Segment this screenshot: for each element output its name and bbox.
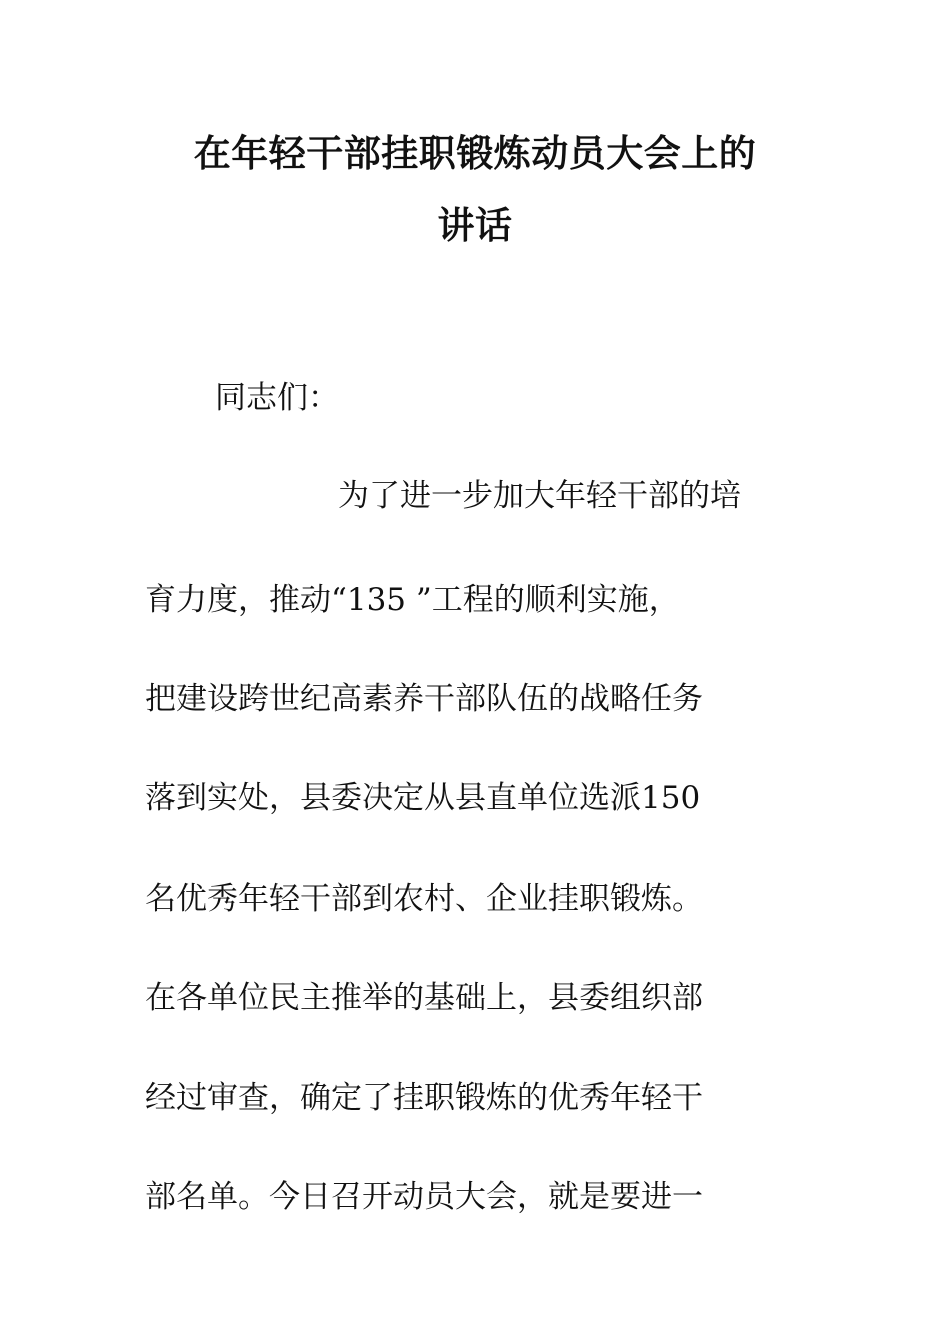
body-line-4: 落到实处，县委决定从县直单位选派150	[145, 780, 701, 816]
body-line-6: 在各单位民主推举的基础上，县委组织部	[145, 980, 703, 1016]
salutation: 同志们：	[215, 380, 339, 416]
document-title-line-2: 讲话	[437, 204, 513, 247]
body-line-7: 经过审查，确定了挂职锻炼的优秀年轻干	[145, 1080, 703, 1116]
body-line-8: 部名单。今日召开动员大会，就是要进一	[145, 1179, 703, 1215]
body-line-1: 为了进一步加大年轻干部的培	[338, 478, 741, 514]
body-line-2: 育力度，推动“135 ”工程的顺利实施，	[145, 582, 680, 618]
document-title-line-1: 在年轻干部挂职锻炼动员大会上的	[193, 132, 757, 175]
body-line-5: 名优秀年轻干部到农村、企业挂职锻炼。	[145, 881, 703, 917]
body-line-3: 把建设跨世纪高素养干部队伍的战略任务	[145, 681, 703, 717]
